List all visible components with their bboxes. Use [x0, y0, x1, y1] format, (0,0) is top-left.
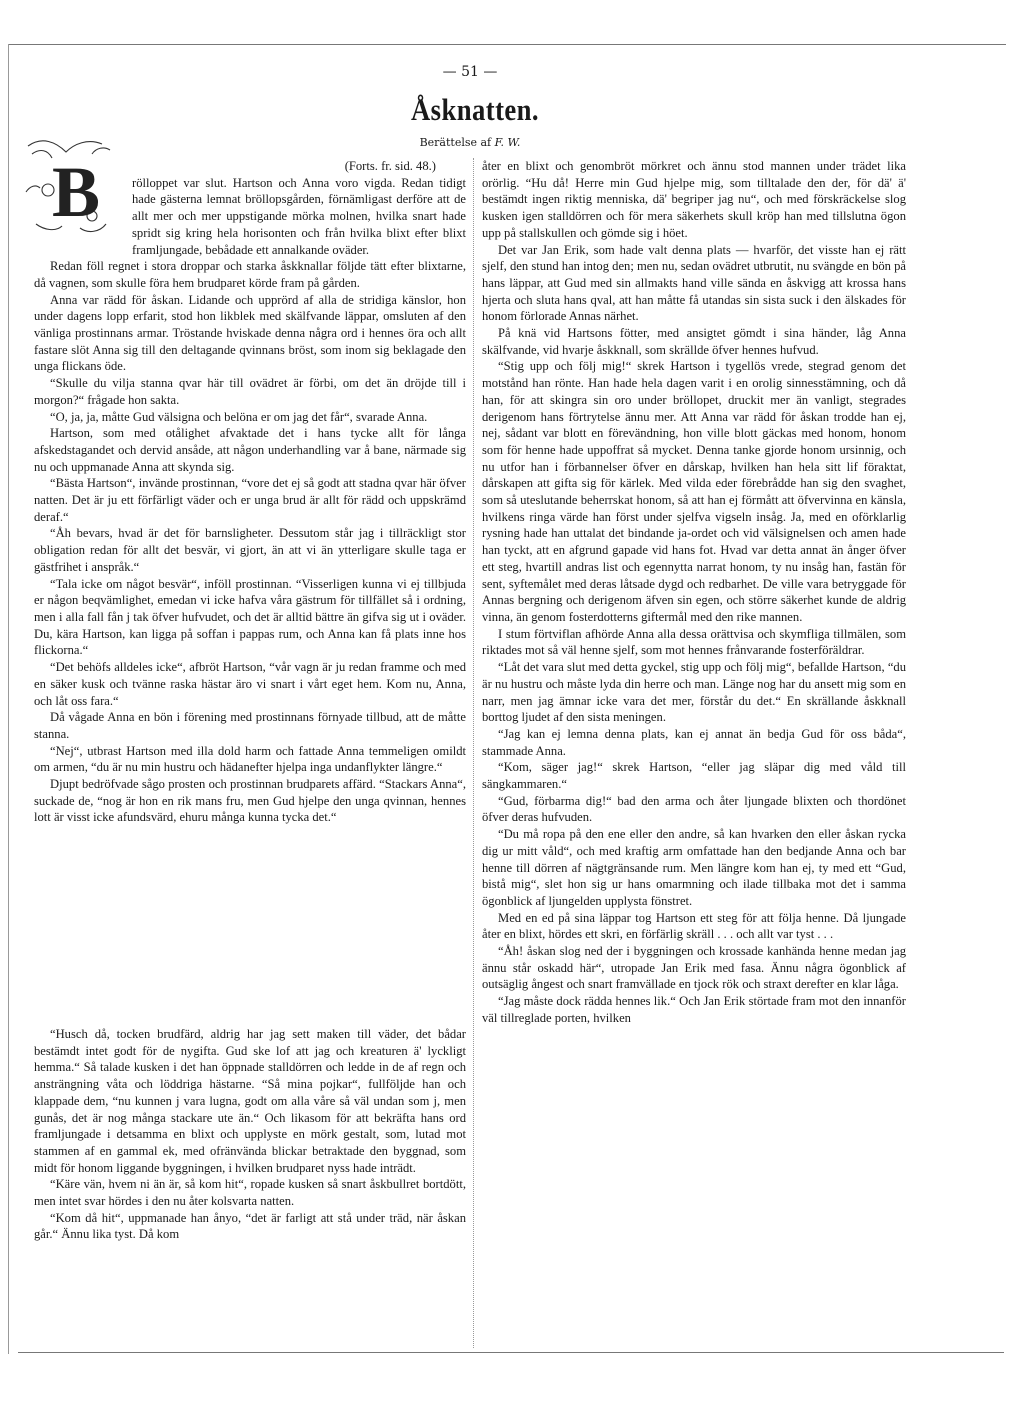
byline-author: F. W.: [494, 136, 521, 149]
paragraph: Djupt bedröfvade sågo prosten och prostinnan brudparets affärd. “Stackars Anna“, suckade de, “nog är hon en rik mans fru, men Gud hjelpe den unga qvinnan, hennes lott är visst icke afundsvärd, ehuru många kunna tycka det.“: [34, 777, 466, 825]
paragraph: “Nej“, utbrast Hartson med illa dold harm och fattade Anna temmeligen omildt om armen, “du är nu min hustru och hädanefter hjelpa inga undanflykter längre.“: [34, 743, 466, 775]
paragraph: “O, ja, ja, måtte Gud välsigna och belöna er om jag det får“, svarade Anna.: [50, 409, 428, 424]
paragraph: “Skulle du vilja stanna qvar här till ovädret är förbi, om det än dröjde till i morgon?“ frågade hon sakta.: [34, 376, 466, 407]
paragraph: “Kom, säger jag!“ skrek Hartson, “eller jag släpar dig med våld till sängkammaren.“: [482, 760, 906, 792]
paragraph: rölloppet var slut. Hartson och Anna voro vigda. Redan tidigt hade gästerna lemnat bröllopsgården, förnämligast derföre att de allt mer och mer uppstigande mörka molnen, hvilka snart hade spridt sig kring hela horisonten och från hvilka blixt efter blixt framljungade, bebådade ett annalkande oväder.: [132, 175, 466, 257]
paragraph: “Det behöfs alldeles icke“, afbröt Hartson, “vår vagn är ju redan framme och med en säker kusk och tvänne raska hästar äro vi snart i vårt eget hem. Kom nu, Anna, och låt oss fara.“: [34, 660, 466, 708]
paragraph: Då vågade Anna en bön i förening med prostinnans förnyade tillbud, att de måtte stanna.: [34, 710, 466, 741]
paragraph: “Åh! åskan slog ned der i byggningen och krossade kanhända henne medan jag ännu står oskadd här“, utropade Jan Erik med fasa. Ännu några ögonblick af outsäglig ångest och snart framvällade en tjock rök och straxt derefter en klar låga.: [482, 944, 906, 992]
paragraph: “Åh bevars, hvad är det för barnsligheter. Dessutom står jag i tillräckligt stor obligation redan för allt det besvär, vi gjort, än att vi än ytterligare skulle taga er gästfrihet i anspråk.“: [34, 526, 466, 574]
page-frame-bottom: [18, 1352, 1004, 1353]
paragraph: “Stig upp och följ mig!“ skrek Hartson i tygellös vrede, stegrad genom det motstånd han rönte. Han hade hela dagen varit i en orolig sinnesstämning, och då han, för att skingra sin oro under bröllopet, druckit mer än vanligt, stegrades derigenom hans förtrytelse ännu mer. Att Anna var rädd för åskan trodde han ej, nej, sådant var blott en förevändning, hon ville blott gäckas med honom, honom som för henne hade uppoffrat så mycket. Denna tanke gjorde honom ursinnig, och nu utfor han i förbannelser öfver en dårskap, hvilken han hela sitt lif föraktat, dårskapen att gifta sig för kärlek. Med vilda eder förebrådde han sig den svaghet, som så uteslutande beherrskat honom, så att han ej förmått att öfvervinna en känsla, hvilkens ringa värde han först under sjelfva vigseln insåg. Ja, med en oförklarlig rysning hade han uttalat det bindande ja-ordet och vid välsignelsen och amen hade han tyckt, att en afgrund gapade vid hans fot. Hvad var detta annat än ånger öfver ett steg, hvartill andras list och egennytta narrat honom, ty nu insåg han, fastän för sent, syftemålet med deras låtsade dygd och redbarhet. De ville vara betryggade för Annas bergning och derigenom äfven sin egen, och större säkerhet kunde de aldrig vinna, än genom fosterdotterns giftermål med den rike mannen.: [482, 359, 906, 624]
paragraph: “Husch då, tocken brudfärd, aldrig har jag sett maken till väder, det bådar bestämdt intet godt för de nygifta. Gud ske lof att jag och kreaturen ä' lyckligt hemma.“ Så talade kusken i det han öppnade stalldörren och ledde in de af regn och ansträngning våta och löddriga hästarne. “Så mina pojkar“, fullföljde han och klappade dem, “nu kunnen j vara lugna, godt om alla våre så väl undan som j, men gunås, det är nog många stackare ute än.“ Och likasom för att bekräfta hans ord framljungade i detsamma en blixt och upplyste en mörk gestalt, som, lutad mot stammen af en gammal ek, med ofränvända blickar betraktade den byggnad, som midt för honom liggande byggningen, i hvilken brudparet nyss hade inträdt.: [34, 1027, 466, 1175]
page-frame-top: [8, 44, 1006, 45]
page-number: — 51 —: [442, 64, 498, 80]
paragraph: Redan föll regnet i stora droppar och starka åskknallar följde tätt efter blixtarne, då vagnen, som skulle föra hem brudparet körde fram på gården.: [34, 259, 466, 290]
paragraph: åter en blixt och genombröt mörkret och ännu stod mannen under trädet lika orörlig. “Hu då! Herre min Gud hjelpe mig, som tilltalade den der, för dä' ä' bestämdt ingen riktig menniska, dä' begriper jag nu“, och med förskräckelse slog kusken igen stalldörren och för mera säkerhets skull kröp han med tillslutna ögon upp på stallskullen och gömde sig i höet.: [482, 159, 906, 240]
paragraph: “Käre vän, hvem ni än är, så kom hit“, ropade kusken så snart åskbullret bortdött, men intet svar hördes i den nu åter kolsvarta natten.: [34, 1177, 466, 1209]
article-title: Åsknatten.: [410, 92, 540, 127]
left-column: [34, 158, 466, 826]
paragraph: “Jag kan ej lemna denna plats, kan ej annat än bedja Gud för oss båda“, stammade Anna.: [482, 726, 906, 758]
paragraph: Med en ed på sina läppar tog Hartson ett steg för att följa henne. Då ljungade åter en blixt, hördes ett skri, en förfärlig skräll . . . och allt var tyst . . .: [482, 910, 906, 942]
left-column-section-2: [34, 1026, 466, 1243]
paragraph: “Bästa Hartson“, invände prostinnan, “vore det ej så godt att stadna qvar här öfver natten. Det är ju ett förfärligt väder och er unga brud är allt för rädd och uppskrämd deraf.“: [34, 476, 466, 524]
paragraph: Det var Jan Erik, som hade valt denna plats — hvarför, det visste han ej rätt sjelf, den stund han intog den; men nu, sedan ovädret utbrutit, nu svängde en bön på hans läppar, att Gud med sin allmakts hand ville sända en åskvigg att krossa hans hjerta och sluta hans qval, att han måtte få utandas sin sista suck i den älskades för honom förlorade Annas närhet.: [482, 242, 906, 324]
paragraph: “Du må ropa på den ene eller den andre, så kan hvarken den eller åskan rycka dig ur mitt våld“, och med kraftig arm omfattade han den bedjande Anna och bar henne till dörren af nägtgränsande rum. Men längre kom han ej, ty med ett “Gud, bistå mig“, slet hon sig ur hans omarmning och ilade tillbaka mot det i samma ögonblick af ljungelden upplysta fönstret.: [482, 827, 906, 908]
paragraph: “Kom då hit“, uppmanade han ånyo, “det är farligt att stå under träd, när åskan går.“ Ännu lika tyst. Då kom: [34, 1210, 466, 1242]
paragraph: I stum förtviflan afhörde Anna alla dessa orättvisa och skymfliga tillmälen, som riktades mot så väl henne sjelf, som mot hennes frånvarande fosterföräldrar.: [482, 626, 906, 658]
paragraph: Anna var rädd för åskan. Lidande och upprörd af alla de stridiga känslor, hon under dagens lopp erfarit, stod hon likblek med skälfvande läppar, omsluten af den vänliga prostinnans armar. Tröstande hviskade denna några ord i hennes öra och allt fastare slöt Anna sig till den deltagande qvinnans bröst, som inom sig beklagade den unga flickans öde.: [34, 292, 466, 374]
continued-note: (Forts. fr. sid. 48.): [344, 159, 436, 173]
paragraph: Hartson, som med otålighet afvaktade det i hans tycke allt för långa afskedstagandet och dervid ansåde, att någon underhandling var å bane, närmade sig nu och uppmanade Anna att skynda sig.: [34, 426, 466, 474]
right-column: [482, 158, 906, 1027]
paragraph: “Jag måste dock rädda hennes lik.“ Och Jan Erik störtade fram mot den innanför väl tillreglade porten, hvilken: [482, 994, 906, 1025]
paragraph: “Gud, förbarma dig!“ bad den arma och åter ljungade blixten och thordönet öfver deras hufvuden.: [482, 793, 906, 825]
paragraph: “Låt det vara slut med detta gyckel, stig upp och följ mig“, befallde Hartson, “du är nu hustru och måste lyda din herre och man. Länge nog har du ansett mig som en narr, men jag ämnar icke vara det mer, förstår du det.“ En skrällande åskknall borttog ljudet af den sista meningen.: [482, 660, 906, 725]
byline: [0, 136, 940, 149]
byline-prefix: Berättelse af: [419, 136, 492, 149]
drop-cap-letter: B: [52, 152, 101, 232]
paragraph: “Tala icke om något besvär“, inföll prostinnan. “Visserligen kunna vi ej tillbjuda er någon beqvämlighet, emedan vi icke hafva våra gästrum för tillfället så i ordning, men i alla fall fån j tak öfver hufvudet, och det är alltid bättre än gifva sig ut i oväder. Du, kära Hartson, kan ligga på soffan i pappas rum, och Anna kan få plats inne hos flickorna.“: [34, 576, 466, 658]
column-divider: [473, 158, 474, 1348]
paragraph: På knä vid Hartsons fötter, med ansigtet gömdt i sina händer, låg Anna skälfvande, vid hvarje åskknall, som skrällde öfver hennes hufvud.: [482, 326, 906, 357]
page-frame-left: [8, 44, 9, 1354]
